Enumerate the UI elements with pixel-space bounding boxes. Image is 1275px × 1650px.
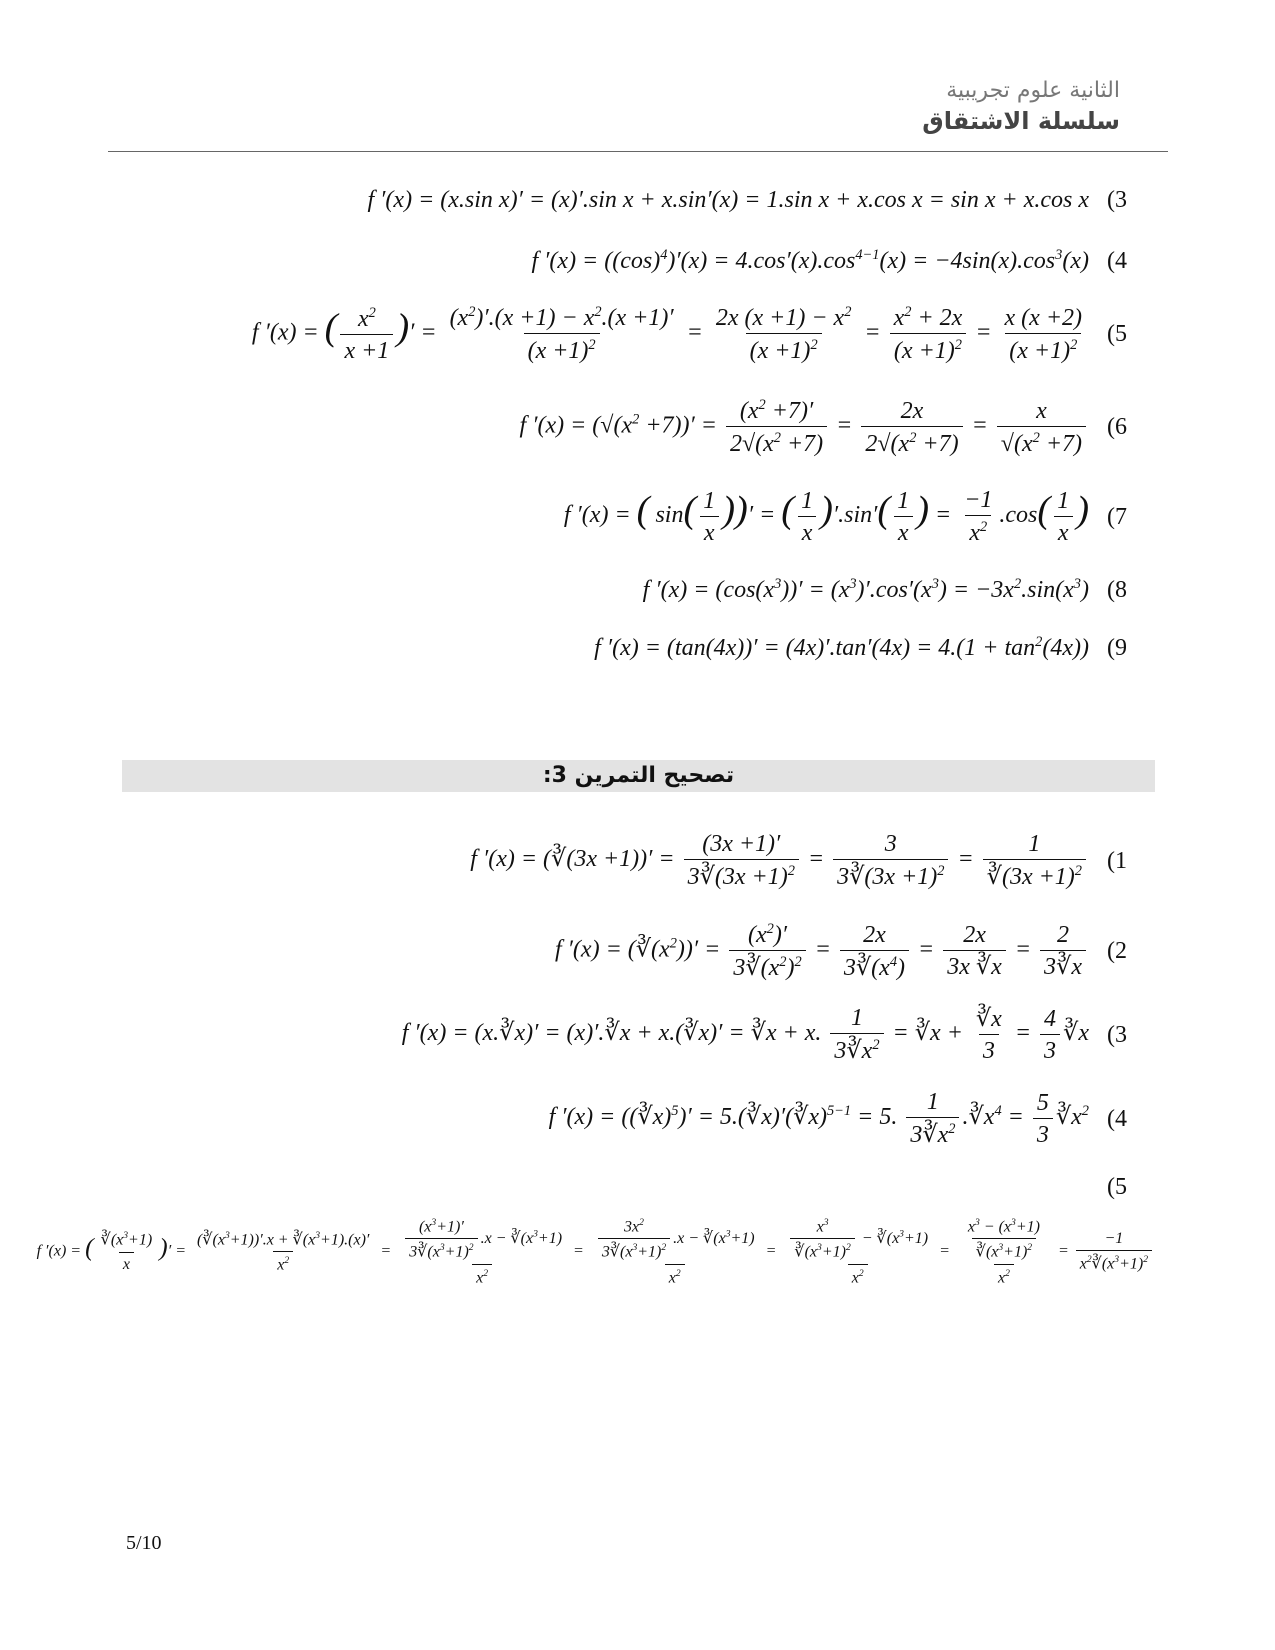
equation-ex2-7: f ′(x) = ( sin( $\frac{1}{x}$ ))′ = ( $\frac{1}{x}$ )′.sin′( $\frac{1}{x}$ ) = $\frac{-1}{x^2}$ .cos( $\frac{1}{x}$ ) (7 <box>563 487 1127 546</box>
equation-ex3-4: f ′(x) = ((∛x)$^5$)′ = 5.(∛x)′(∛x)$^{5-1}$ = 5. $\frac{1}{3∛x^2}$ $.∛x^4$ = $\frac{5}{3}$ $∛x^2$ (4 <box>548 1089 1127 1148</box>
equation-ex2-3: f ′(x) = (x.sin x)′ = (x)′.sin x + x.sin′(x) = 1.sin x + x.cos x = sin x + x.cos x (3 <box>367 187 1127 213</box>
header-title: سلسلة الاشتقاق <box>922 107 1120 135</box>
equation-ex3-1: f ′(x) = (∛(3x +1))′ = $\frac{(3x +1)'}{3∛(3x +1)^2}$ = $\frac{3}{3∛(3x +1)^2}$ = $\frac{1}{∛(3x +1)^2}$ (1 <box>470 831 1127 890</box>
equation-number: (9 <box>1107 634 1127 661</box>
equation-ex2-4: f $'(x) = ((\cos)^4)'(x) = 4.\cos'(x).\cos^{4-1}(x) = -4\sin(x).\cos^3(x)$ (4 <box>531 247 1127 274</box>
equation-number: (3 <box>1107 1021 1127 1048</box>
equation-number: (5 <box>1107 1174 1127 1200</box>
equation-number: (7 <box>1107 503 1127 530</box>
equation-number: (2 <box>1107 938 1127 964</box>
equation-number: (4 <box>1107 1105 1127 1132</box>
equation-number: (1 <box>1107 847 1127 874</box>
equation-number: (4 <box>1107 247 1127 274</box>
equation-ex2-5: f ′(x) = ( $\frac{x^2}{x +1}$ )′ = $\frac{(x^2)'.(x +1) - x^2.(x +1)'}{(x +1)^2}$ = $\frac{2x (x +1) - x^2}{(x +1)^2}$ = $\frac{x^2 + 2x}{(x +1)^2}$ = $\frac{x (x +2)}{(x +1)^2}$ (5 <box>251 304 1127 364</box>
section-title: تصحيح التمرين 3: <box>122 760 1155 792</box>
equation-number: (5 <box>1107 321 1127 347</box>
equation-ex3-5-number <box>1089 1175 1127 1199</box>
equation-number: (6 <box>1107 414 1127 440</box>
equation-ex3-2: f $'(x) = (∛(x^2))'$ = $\frac{(x^2)'}{3∛(x^2)^2}$ = $\frac{2x}{3∛(x^4)}$ = $\frac{2x}{3x ∛x}$ = $\frac{2}{3∛x}$ (2 <box>555 921 1127 981</box>
equation-number: (3 <box>1107 187 1127 213</box>
equation-ex2-9: f $'(x) = (\tan(4x))' = (4x)'.\tan'(4x) = 4.(1 + \tan^2(4x))$ (9 <box>594 634 1127 661</box>
equation-number: (8 <box>1107 576 1127 603</box>
equation-ex3-5: f ′(x) = ( $\frac{∛(x^3+1)}{x}$ )′ = $\frac{(∛(x^3+1))'.x + ∛(x^3+1).(x)'}{x^2}$ = $\frac{(x^3+1)'}{3∛(x^3+1)^2}$ $.x - ∛(x^3+1)$ $x^2$ = $\frac{3x^2}{3∛(x^3+1)^2}$ $.x - ∛(x^3+1)$ $x^2$ = $\frac{x^3}{∛(x^3+1)^2}$ − $∛(x^3+1)$ $x^2$ = $\frac{\frac{x^3 - (x^3+1)}{∛(x^3+1)^2}}{x^2}$ = $\frac{-1}{x^2∛(x^3+1)^2}$ <box>37 1218 1155 1286</box>
header-level: الثانية علوم تجريبية <box>946 78 1120 103</box>
equation-ex2-6: f $'(x) = (√(x^2 +7))'$ = $\frac{(x^2 +7)'}{2√(x^2 +7)}$ = $\frac{2x}{2√(x^2 +7)}$ = $\frac{x}{√(x^2 +7)}$ (6 <box>519 397 1127 457</box>
equation-ex3-3: f ′(x) = (x.∛x)′ = (x)′.∛x + x.(∛x)′ = ∛x + x. $\frac{1}{3∛x^2}$ = ∛x + $\frac{∛x}{3}$ = $\frac{4}{3}$ ∛x (3 <box>401 1005 1127 1064</box>
page-header <box>922 78 1120 135</box>
page-number: 5/10 <box>126 1532 162 1554</box>
header-rule <box>108 151 1168 152</box>
equation-ex2-8: f $'(x) = (\cos(x^3))' = (x^3)'.\cos'(x^3) = -3x^2.\sin(x^3)$ (8 <box>642 576 1127 603</box>
